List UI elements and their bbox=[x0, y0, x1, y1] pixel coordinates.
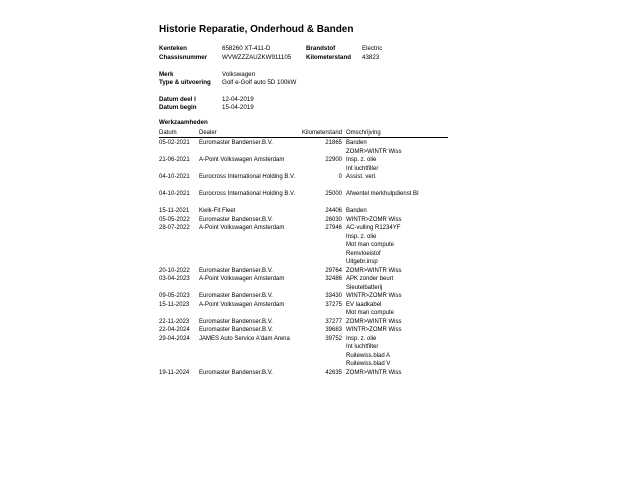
row-dealer: Euromaster Bandenser.B.V. bbox=[199, 327, 273, 333]
werkzaamheden-title: Werkzaamheden bbox=[159, 119, 208, 126]
row-kilometerstand: 0 bbox=[338, 174, 342, 180]
omschrijving-line: Banden bbox=[346, 208, 367, 214]
omschrijving-line: Insp. z. olie bbox=[346, 233, 377, 240]
omschrijving-line: Sleutelbatterij bbox=[346, 284, 383, 291]
brandstof-value: Electric bbox=[362, 45, 383, 52]
row-date: 04-10-2021 bbox=[159, 191, 190, 197]
row-omschrijving bbox=[346, 224, 448, 267]
row-kilometerstand: 24406 bbox=[325, 208, 342, 214]
datum-begin-label: Datum begin bbox=[159, 104, 197, 111]
table-header bbox=[159, 129, 448, 138]
row-date: 22-04-2024 bbox=[159, 327, 190, 333]
header-omschrijving: Omschrijving bbox=[346, 130, 381, 136]
omschrijving-line: Int luchtfilter bbox=[346, 344, 379, 350]
row-dealer: Euromaster Bandenser.B.V. bbox=[199, 318, 273, 325]
omschrijving-line: Insp. z. olie bbox=[346, 157, 377, 163]
row-dealer: JAMES Auto Service A'dam Arena bbox=[199, 335, 290, 342]
row-omschrijving bbox=[346, 275, 448, 292]
table-body bbox=[159, 138, 448, 377]
row-dealer: A-Point Volkswagen Amsterdam bbox=[199, 157, 285, 163]
omschrijving-line: Ruitewiss.blad V bbox=[346, 361, 391, 367]
table-row bbox=[159, 190, 448, 207]
table-row bbox=[159, 224, 448, 267]
row-date: 28-07-2022 bbox=[159, 225, 190, 231]
row-kilometerstand: 37275 bbox=[325, 301, 342, 308]
omschrijving-line: ZOMR>WINTR Wiss bbox=[346, 267, 402, 274]
datum-deel-1-label: Datum deel I bbox=[159, 96, 196, 103]
row-dealer: A-Point Volkswagen Amsterdam bbox=[199, 225, 285, 231]
row-omschrijving bbox=[346, 318, 448, 327]
row-kilometerstand: 42635 bbox=[325, 369, 342, 376]
row-date: 09-05-2023 bbox=[159, 293, 190, 299]
omschrijving-line: Insp. z. olie bbox=[346, 335, 377, 342]
header-kilometerstand: Kilometerstand bbox=[301, 130, 342, 136]
row-omschrijving bbox=[346, 207, 448, 216]
omschrijving-line: ZOMR>WINTR Wiss bbox=[346, 148, 402, 155]
table-row bbox=[159, 156, 448, 173]
row-dealer: Euromaster Bandenser.B.V. bbox=[199, 293, 273, 299]
row-kilometerstand: 29764 bbox=[325, 267, 342, 274]
row-date: 15-11-2023 bbox=[159, 301, 190, 308]
table-row bbox=[159, 335, 448, 369]
type-label: Type & uitvoering bbox=[159, 79, 211, 86]
row-dealer: Euromaster Bandenser.B.V. bbox=[199, 216, 273, 223]
row-omschrijving bbox=[346, 156, 448, 173]
table-row bbox=[159, 292, 448, 301]
row-omschrijving bbox=[346, 369, 448, 378]
row-omschrijving bbox=[346, 173, 448, 182]
row-omschrijving bbox=[346, 326, 448, 335]
omschrijving-line: Uitgebr.insp bbox=[346, 259, 378, 265]
header-datum: Datum bbox=[159, 130, 177, 136]
row-date: 20-10-2022 bbox=[159, 267, 190, 274]
werkzaamheden-table bbox=[159, 129, 448, 377]
omschrijving-line: Afwentel merkhulpdienst BI bbox=[346, 191, 419, 197]
table-row bbox=[159, 318, 448, 327]
omschrijving-line: WINTR>ZOMR Wiss bbox=[346, 216, 402, 223]
row-kilometerstand: 25000 bbox=[325, 191, 342, 197]
row-date: 15-11-2021 bbox=[159, 208, 190, 214]
row-omschrijving bbox=[346, 292, 448, 301]
row-kilometerstand: 32486 bbox=[325, 276, 342, 282]
omschrijving-line: WINTR>ZOMR Wiss bbox=[346, 327, 402, 333]
omschrijving-line: Ruitewiss.blad A bbox=[346, 352, 391, 359]
row-date: 19-11-2024 bbox=[159, 369, 190, 376]
row-omschrijving bbox=[346, 139, 448, 156]
row-omschrijving bbox=[346, 216, 448, 225]
kilometerstand-label: Kilometerstand bbox=[306, 54, 352, 61]
row-kilometerstand: 21865 bbox=[325, 140, 342, 146]
omschrijving-line: Int luchtfilter bbox=[346, 165, 379, 172]
omschrijving-line: APK zonder beurt bbox=[346, 276, 394, 282]
row-omschrijving bbox=[346, 335, 448, 369]
row-date: 22-11-2023 bbox=[159, 318, 190, 325]
row-kilometerstand: 39752 bbox=[325, 335, 342, 342]
row-date: 21-06-2021 bbox=[159, 157, 190, 163]
page-title: Historie Reparatie, Onderhoud & Banden bbox=[159, 24, 354, 35]
row-dealer: A-Point Volkswagen Amsterdam bbox=[199, 276, 285, 282]
datum-begin-value: 15-04-2019 bbox=[222, 104, 254, 111]
row-dealer: Euromaster Bandenser.B.V. bbox=[199, 140, 273, 146]
row-kilometerstand: 39683 bbox=[325, 327, 342, 333]
row-kilometerstand: 37277 bbox=[325, 318, 342, 325]
row-date: 04-10-2021 bbox=[159, 174, 190, 180]
row-omschrijving bbox=[346, 301, 448, 318]
omschrijving-line: Remvloeistof bbox=[346, 250, 381, 257]
brandstof-label: Brandstof bbox=[306, 45, 336, 52]
chassis-label: Chassisnummer bbox=[159, 54, 208, 61]
row-kilometerstand: 22900 bbox=[325, 157, 342, 163]
omschrijving-line: Banden bbox=[346, 140, 367, 146]
omschrijving-line: Mot man compute bbox=[346, 242, 395, 248]
row-dealer: Eurocross International Holding B.V. bbox=[199, 191, 296, 197]
omschrijving-line: ZOMR>WINTR Wiss bbox=[346, 318, 402, 325]
chassis-value: WVWZZZAUZKW911105 bbox=[222, 54, 292, 61]
row-kilometerstand: 27946 bbox=[325, 225, 342, 231]
row-date: 03-04-2023 bbox=[159, 276, 190, 282]
row-dealer: A-Point Volkswagen Amsterdam bbox=[199, 301, 285, 308]
table-row bbox=[159, 216, 448, 225]
row-kilometerstand: 26030 bbox=[325, 216, 342, 223]
row-dealer: Euromaster Bandenser.B.V. bbox=[199, 369, 273, 376]
omschrijving-line: EV laadkabel bbox=[346, 301, 382, 308]
header-dealer: Dealer bbox=[199, 130, 217, 136]
table-row bbox=[159, 207, 448, 216]
merk-value: Volkswagen bbox=[222, 71, 256, 78]
table-row bbox=[159, 139, 448, 156]
row-omschrijving bbox=[346, 267, 448, 276]
omschrijving-line: WINTR>ZOMR Wiss bbox=[346, 293, 402, 299]
table-row bbox=[159, 173, 448, 190]
table-row bbox=[159, 275, 448, 292]
row-omschrijving bbox=[346, 190, 448, 199]
kenteken-value: 658260 XT-411-D bbox=[222, 45, 271, 52]
merk-label: Merk bbox=[159, 71, 174, 78]
kenteken-label: Kenteken bbox=[159, 45, 187, 52]
row-dealer: Eurocross International Holding B.V. bbox=[199, 174, 296, 180]
row-date: 29-04-2024 bbox=[159, 335, 190, 342]
table-row bbox=[159, 301, 448, 318]
datum-deel-1-value: 12-04-2019 bbox=[222, 96, 254, 103]
row-date: 05-05-2022 bbox=[159, 216, 190, 223]
type-value: Golf e-Golf auto 5D 100kW bbox=[222, 79, 297, 86]
row-dealer: Kwik-Fit Fleet bbox=[199, 208, 236, 214]
omschrijving-line: Mot man compute bbox=[346, 310, 395, 316]
omschrijving-line: AC-vulling R1234YF bbox=[346, 225, 401, 231]
row-date: 05-02-2021 bbox=[159, 140, 190, 146]
omschrijving-line: ZOMR>WINTR Wiss bbox=[346, 369, 402, 376]
row-dealer: Euromaster Bandenser.B.V. bbox=[199, 267, 273, 274]
table-row bbox=[159, 267, 448, 276]
omschrijving-line: Assist. verl. bbox=[346, 174, 377, 180]
kilometerstand-value: 43823 bbox=[362, 54, 380, 61]
table-row bbox=[159, 326, 448, 335]
table-row bbox=[159, 369, 448, 378]
row-kilometerstand: 33430 bbox=[325, 293, 342, 299]
